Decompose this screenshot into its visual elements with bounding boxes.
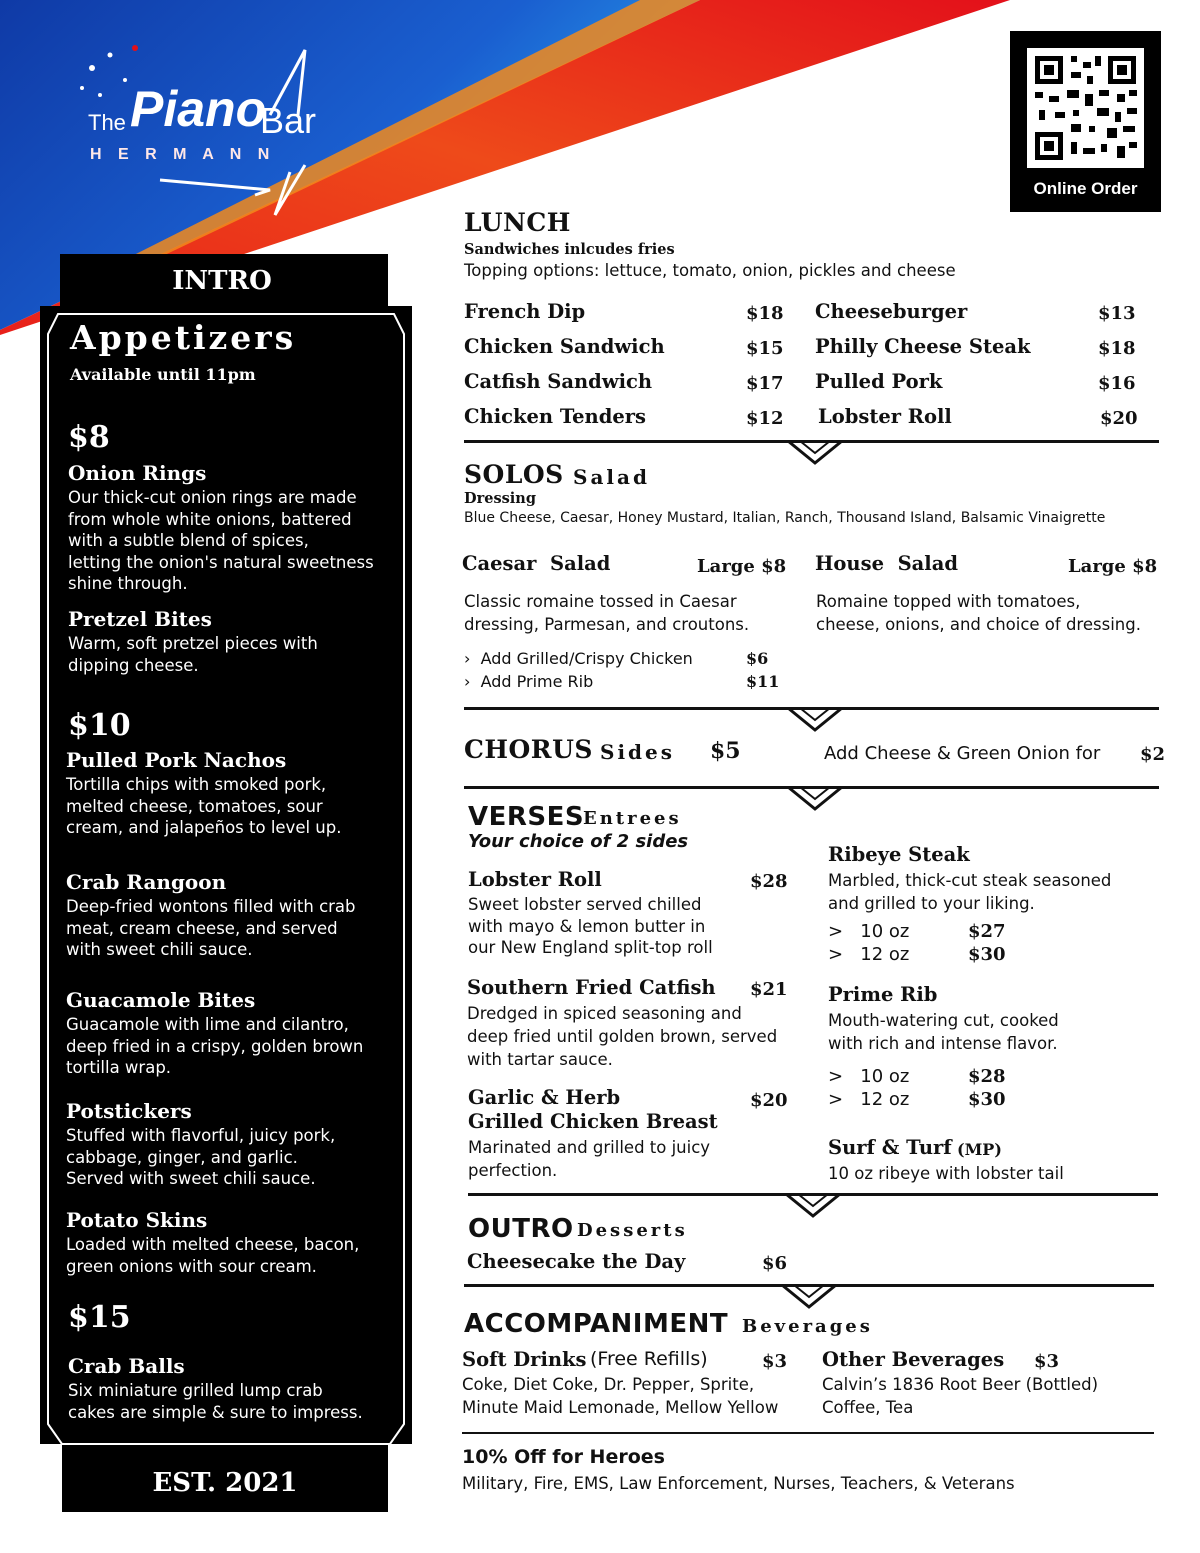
house-salad-desc: Romaine topped with tomatoes, cheese, onions, and choice of dressing. bbox=[816, 592, 1141, 634]
surf-turf-title: Surf & Turf bbox=[828, 1136, 952, 1159]
house-salad-title: House Salad bbox=[815, 552, 958, 575]
solos-title: SOLOS bbox=[464, 460, 564, 489]
outro-subtitle: Desserts bbox=[577, 1220, 688, 1241]
pulled-pork-nachos-title: Pulled Pork Nachos bbox=[66, 748, 287, 772]
qr-code-icon bbox=[1027, 48, 1144, 168]
chorus-addon: Add Cheese & Green Onion for bbox=[824, 743, 1101, 764]
online-order-label[interactable]: Online Order bbox=[1033, 179, 1138, 198]
ribeye-desc: Marbled, thick-cut steak seasoned and grilled to your liking. bbox=[828, 871, 1112, 913]
surf-turf-mp: (MP) bbox=[957, 1140, 1002, 1159]
dressing-list: Blue Cheese, Caesar, Honey Mustard, Italian, Ranch, Thousand Island, Balsamic Vinaigrette bbox=[464, 510, 1106, 526]
chevron-down-icon bbox=[786, 1193, 840, 1219]
pretzel-bites-title: Pretzel Bites bbox=[68, 607, 212, 631]
verses-title: VERSES bbox=[468, 802, 585, 832]
lunch-item-lobster-roll: Lobster Roll bbox=[818, 405, 952, 428]
pretzel-bites-desc: Warm, soft pretzel pieces with dipping cheese. bbox=[68, 634, 318, 675]
verses-note: Your choice of 2 sides bbox=[468, 831, 689, 852]
guacamole-bites-desc: Guacamole with lime and cilantro, deep fried in a crispy, golden brown tortilla wrap. bbox=[66, 1015, 364, 1077]
lunch-note: Sandwiches inlcudes fries bbox=[464, 241, 675, 258]
prime-rib-size-10: > 10 oz bbox=[828, 1066, 910, 1087]
heroes-title: 10% Off for Heroes bbox=[462, 1446, 665, 1468]
lunch-price-cheeseburger: $13 bbox=[1098, 303, 1136, 324]
logo-the: The bbox=[88, 110, 126, 135]
crab-balls-desc: Six miniature grilled lump crab cakes are simple & sure to impress. bbox=[68, 1381, 363, 1422]
crab-rangoon-desc: Deep-fried wontons filled with crab meat, cream cheese, and served with sweet chili sauce. bbox=[66, 897, 356, 959]
onion-rings-title: Onion Rings bbox=[68, 461, 207, 485]
chevron-down-icon bbox=[788, 440, 842, 466]
chorus-subtitle: Sides bbox=[600, 740, 676, 764]
chicken-breast-price: $20 bbox=[750, 1090, 788, 1111]
logo-piano: Piano bbox=[130, 81, 267, 137]
chorus-addon-price: $2 bbox=[1140, 744, 1166, 765]
lunch-item-pulled-pork: Pulled Pork bbox=[815, 370, 943, 393]
chorus-title: CHORUS bbox=[464, 735, 593, 764]
solos-subtitle: Salad bbox=[573, 465, 650, 489]
prime-rib-desc: Mouth-watering cut, cooked with rich and intense flavor. bbox=[828, 1011, 1059, 1053]
addon-chicken: › Add Grilled/Crispy Chicken bbox=[464, 649, 693, 668]
logo-bar: Bar bbox=[260, 100, 317, 141]
addon-chicken-price: $6 bbox=[746, 649, 769, 668]
chevron-down-icon bbox=[788, 707, 842, 733]
outro-title: OUTRO bbox=[468, 1214, 574, 1244]
chevron-down-icon bbox=[782, 1284, 836, 1310]
prime-rib-price-10: $28 bbox=[968, 1066, 1006, 1087]
lunch-price-catfish-sandwich: $17 bbox=[746, 373, 784, 394]
other-beverages-desc: Calvin’s 1836 Root Beer (Bottled) Coffee, Tea bbox=[822, 1375, 1099, 1417]
catfish-price: $21 bbox=[750, 979, 788, 1000]
lunch-item-catfish-sandwich: Catfish Sandwich bbox=[464, 370, 653, 393]
est-footer: EST. 2021 bbox=[152, 1468, 298, 1498]
lunch-price-philly: $18 bbox=[1098, 338, 1136, 359]
onion-rings-desc: Our thick-cut onion rings are made from whole white onions, battered with a subtle blend of spices, letting the onion's natural sweetness shine through. bbox=[68, 488, 374, 593]
catfish-desc: Dredged in spiced seasoning and deep fried until golden brown, served with tartar sauce. bbox=[467, 1004, 778, 1069]
chorus-price: $5 bbox=[710, 738, 741, 764]
crab-balls-title: Crab Balls bbox=[68, 1354, 185, 1378]
cheesecake-title: Cheesecake the Day bbox=[467, 1250, 686, 1273]
ribeye-size-10: > 10 oz bbox=[828, 921, 910, 942]
guacamole-bites-title: Guacamole Bites bbox=[66, 988, 256, 1012]
soft-drinks-note: (Free Refills) bbox=[590, 1348, 708, 1370]
prime-rib-title: Prime Rib bbox=[828, 983, 938, 1006]
crab-rangoon-title: Crab Rangoon bbox=[66, 870, 227, 894]
verses-subtitle: Entrees bbox=[583, 808, 682, 829]
caesar-salad-title: Caesar Salad bbox=[462, 552, 611, 575]
addon-prime-rib: › Add Prime Rib bbox=[464, 672, 594, 691]
addon-prime-rib-price: $11 bbox=[746, 672, 780, 691]
lunch-price-chicken-sandwich: $15 bbox=[746, 338, 784, 359]
soft-drinks-desc: Coke, Diet Coke, Dr. Pepper, Sprite, Minute Maid Lemonade, Mellow Yellow bbox=[462, 1375, 779, 1417]
lunch-price-pulled-pork: $16 bbox=[1098, 373, 1136, 394]
appetizers-subtitle: Available until 11pm bbox=[70, 365, 256, 384]
qr-code[interactable] bbox=[1027, 48, 1144, 168]
appetizers-title: Appetizers bbox=[70, 318, 297, 357]
prime-rib-size-12: > 12 oz bbox=[828, 1089, 910, 1110]
other-beverages-price: $3 bbox=[1034, 1351, 1060, 1372]
potato-skins-title: Potato Skins bbox=[66, 1208, 208, 1232]
lunch-price-chicken-tenders: $12 bbox=[746, 408, 784, 429]
pulled-pork-nachos-desc: Tortilla chips with smoked pork, melted cheese, tomatoes, sour cream, and jalapeños to level up. bbox=[66, 775, 342, 837]
logo-location: H E R M A N N bbox=[90, 146, 276, 163]
dressing-label: Dressing bbox=[464, 490, 536, 507]
ribeye-size-12: > 12 oz bbox=[828, 944, 910, 965]
prime-rib-price-12: $30 bbox=[968, 1089, 1006, 1110]
heroes-desc: Military, Fire, EMS, Law Enforcement, Nurses, Teachers, & Veterans bbox=[462, 1474, 1015, 1493]
lunch-item-philly: Philly Cheese Steak bbox=[815, 335, 1031, 358]
lunch-item-chicken-sandwich: Chicken Sandwich bbox=[464, 335, 665, 358]
house-salad-price: Large $8 bbox=[1068, 556, 1158, 577]
ribeye-price-12: $30 bbox=[968, 944, 1006, 965]
lunch-title: LUNCH bbox=[464, 208, 571, 237]
soft-drinks-title: Soft Drinks bbox=[462, 1348, 587, 1371]
lunch-item-cheeseburger: Cheeseburger bbox=[815, 300, 968, 323]
lunch-price-french-dip: $18 bbox=[746, 303, 784, 324]
surf-turf-desc: 10 oz ribeye with lobster tail bbox=[828, 1164, 1064, 1183]
panel-header: INTRO bbox=[172, 266, 272, 296]
other-beverages-title: Other Beverages bbox=[822, 1348, 1005, 1371]
accompaniment-subtitle: Beverages bbox=[742, 1316, 873, 1337]
potato-skins-desc: Loaded with melted cheese, bacon, green onions with sour cream. bbox=[66, 1235, 360, 1276]
lunch-price-lobster-roll: $20 bbox=[1100, 408, 1138, 429]
lunch-toppings: Topping options: lettuce, tomato, onion, pickles and cheese bbox=[464, 261, 956, 280]
lobster-roll-title: Lobster Roll bbox=[468, 868, 602, 891]
tier-price-10: $10 bbox=[68, 708, 131, 743]
potstickers-desc: Stuffed with flavorful, juicy pork, cabbage, ginger, and garlic. Served with sweet chili sauce. bbox=[66, 1126, 336, 1188]
ribeye-price-10: $27 bbox=[968, 921, 1006, 942]
accompaniment-title: ACCOMPANIMENT bbox=[464, 1309, 729, 1339]
soft-drinks-price: $3 bbox=[762, 1351, 788, 1372]
chicken-breast-desc: Marinated and grilled to juicy perfection. bbox=[468, 1138, 711, 1180]
tier-price-15: $15 bbox=[68, 1300, 131, 1335]
chicken-breast-title: Garlic & Herb Grilled Chicken Breast bbox=[468, 1086, 718, 1133]
lunch-item-french-dip: French Dip bbox=[464, 300, 586, 323]
lunch-item-chicken-tenders: Chicken Tenders bbox=[464, 405, 647, 428]
caesar-salad-price: Large $8 bbox=[697, 556, 787, 577]
ribeye-title: Ribeye Steak bbox=[828, 843, 970, 866]
divider bbox=[462, 1432, 1154, 1434]
catfish-title: Southern Fried Catfish bbox=[467, 976, 716, 999]
chevron-down-icon bbox=[788, 786, 842, 812]
logo bbox=[70, 40, 340, 230]
potstickers-title: Potstickers bbox=[66, 1099, 192, 1123]
lobster-roll-desc: Sweet lobster served chilled with mayo & lemon butter in our New England split-top roll bbox=[468, 895, 713, 957]
lobster-roll-price: $28 bbox=[750, 871, 788, 892]
caesar-salad-desc: Classic romaine tossed in Caesar dressing, Parmesan, and croutons. bbox=[464, 592, 750, 634]
cheesecake-price: $6 bbox=[762, 1253, 788, 1274]
tier-price-8: $8 bbox=[68, 420, 110, 455]
